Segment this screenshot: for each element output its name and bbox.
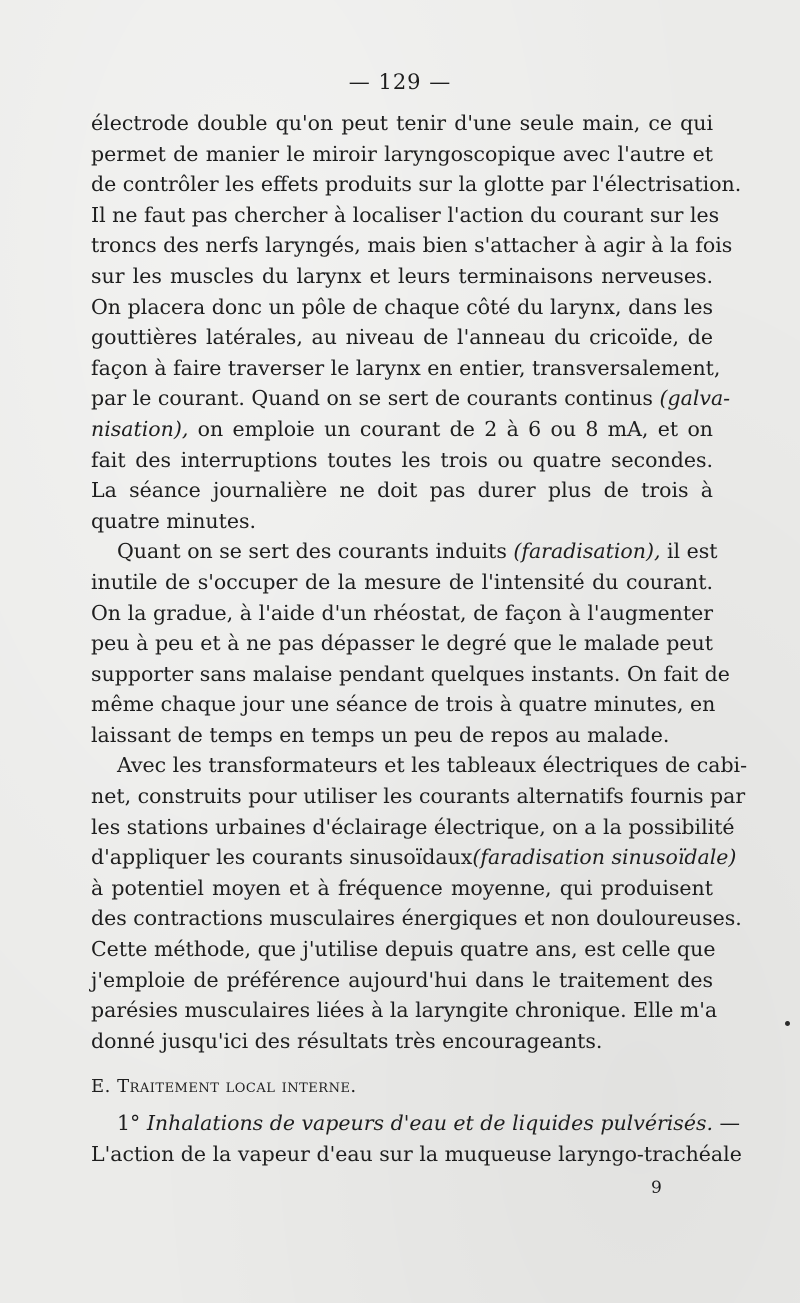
text-line: façon à faire traverser le larynx en entier, transversalement, [91,355,721,380]
text-line: à potentiel moyen et à fréquence moyenne, qui produisent [91,875,713,900]
text-line: Cette méthode, que j'utilise depuis quatre ans, est celle que [91,937,716,962]
ink-speck [785,1021,790,1026]
text-line: sur les muscles du larynx et leurs terminaisons nerveuses. [91,263,713,288]
italic-term: (faradisation sinusoïdale) [472,845,737,870]
text-run: il est [660,539,718,564]
text-line: inutile de s'occuper de la mesure de l'intensité du courant. [91,569,713,594]
text-line: Avec les transformateurs et les tableaux électriques de cabi- [117,753,748,778]
section-heading: E. Traitement local interne. [91,1076,357,1097]
subsection-number: 1° [117,1111,141,1135]
text-line: permet de manier le miroir laryngoscopique avec l'autre et [91,141,713,166]
text-line: troncs des nerfs laryngés, mais bien s'attacher à agir à la fois [91,233,733,258]
italic-term: (galva- [659,386,731,411]
text-line: La séance journalière ne doit pas durer plus de trois à [91,478,713,503]
dash: — [713,1111,741,1135]
text-line: des contractions musculaires énergiques et non douloureuses. [91,906,742,931]
text-line: gouttières latérales, au niveau de l'anneau du cricoïde, de [91,325,713,350]
text-line: Il ne faut pas chercher à localiser l'action du courant sur les [91,202,720,227]
text-line: donné jusqu'ici des résultats très encourageants. [91,1028,603,1053]
text-run: Quant on se sert des courants induits [117,539,514,564]
text-line: supporter sans malaise pendant quelques instants. On fait de [91,661,730,686]
text-line: laissant de temps en temps un peu de repos au malade. [91,722,670,747]
text-line: j'emploie de préférence aujourd'hui dans le traitement des [91,967,713,992]
text-line: net, construits pour utiliser les courants alternatifs fournis par [91,784,746,809]
subsection-title: Inhalations de vapeurs d'eau et de liquides pulvérisés. [146,1111,713,1135]
page-number: — 129 — [348,70,452,94]
subsection-title-line [91,1108,741,1139]
signature-mark: 9 [651,1178,662,1198]
text-line [91,536,718,567]
text-line: quatre minutes. [91,508,257,533]
text-run: on emploie un courant de 2 à 6 ou 8 mA, et on [188,416,713,441]
text-line: L'action de la vapeur d'eau sur la muqueuse laryngo-trachéale [91,1141,742,1166]
text-line: les stations urbaines d'éclairage électrique, on a la possibilité [91,814,735,839]
text-line: parésies musculaires liées à la laryngite chronique. Elle m'a [91,998,718,1023]
text-line: peu à peu et à ne pas dépasser le degré que le malade peut [91,631,713,656]
italic-term: nisation), [91,416,189,441]
subsection [91,1108,742,1169]
text-line: de contrôler les effets produits sur la glotte par l'électrisation. [91,172,742,197]
text-run: d'appliquer les courants sinusoïdaux [91,845,473,870]
body-text [91,108,748,1056]
text-line: On placera donc un pôle de chaque côté du larynx, dans les [91,294,713,319]
text-line [91,842,737,873]
text-line: fait des interruptions toutes les trois ou quatre secondes. [91,447,713,472]
text-line [91,383,731,414]
text-line: même chaque jour une séance de trois à quatre minutes, en [91,692,716,717]
text-line [91,414,713,445]
text-run: par le courant. Quand on se sert de courants continus [91,386,660,411]
text-line: On la gradue, à l'aide d'un rhéostat, de façon à l'augmenter [91,600,713,625]
italic-term: (faradisation), [513,539,661,564]
text-line: électrode double qu'on peut tenir d'une seule main, ce qui [91,111,713,135]
